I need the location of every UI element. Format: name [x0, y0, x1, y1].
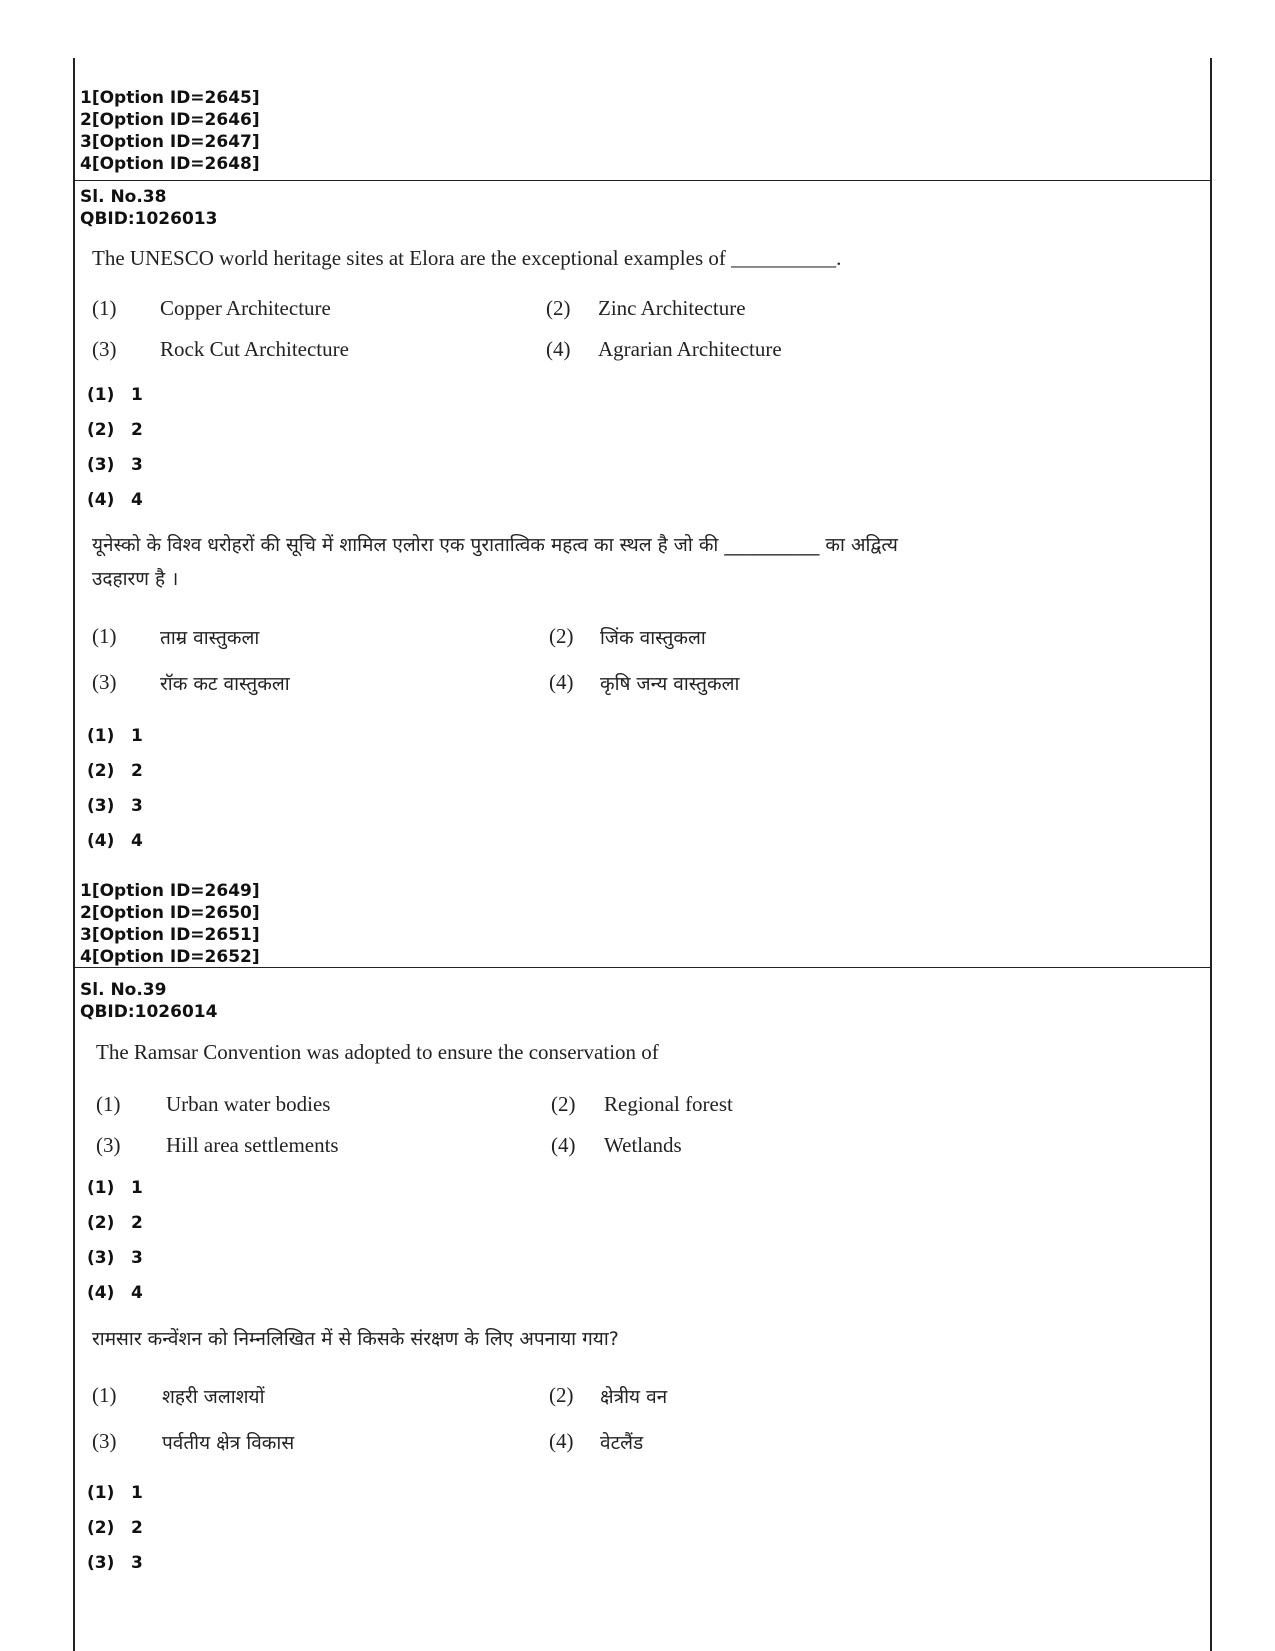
qbid: QBID:1026014: [80, 1002, 218, 1022]
answer-choice: (1) 1: [87, 726, 143, 746]
answer-choice: (3) 3: [87, 1553, 143, 1573]
option-number: (3): [92, 337, 117, 361]
answer-choice: (1) 1: [87, 1483, 143, 1503]
option-text: रॉक कट वास्तुकला: [160, 673, 290, 695]
option-text: Rock Cut Architecture: [160, 337, 349, 361]
option-number: (4): [549, 670, 574, 694]
answer-choice: (3) 3: [87, 1248, 143, 1268]
option-number: (2): [551, 1092, 576, 1116]
option-text: ताम्र वास्तुकला: [160, 627, 260, 649]
option-text: जिंक वास्तुकला: [600, 627, 706, 649]
answer-choice: (3) 3: [87, 796, 143, 816]
option-number: (4): [546, 337, 571, 361]
option-text: क्षेत्रीय वन: [600, 1386, 668, 1408]
option-text: Copper Architecture: [160, 296, 331, 320]
option-id-line: 3[Option ID=2647]: [80, 132, 260, 152]
separator-line: [73, 180, 1212, 181]
answer-choice: (4) 4: [87, 490, 143, 510]
option-id-line: 3[Option ID=2651]: [80, 925, 260, 945]
option-text: Regional forest: [604, 1092, 733, 1116]
option-number: (1): [92, 624, 117, 648]
option-text: Zinc Architecture: [598, 296, 746, 320]
option-number: (3): [92, 1429, 117, 1453]
answer-choice: (1) 1: [87, 1178, 143, 1198]
serial-number: Sl. No.39: [80, 980, 167, 1000]
question-stem-hi: यूनेस्को के विश्व धरोहरों की सूचि में शामिल एलोरा एक पुरातात्विक महत्व का स्थल है जो की __________ का अद्वित्य: [92, 534, 898, 556]
option-number: (1): [92, 296, 117, 320]
serial-number: Sl. No.38: [80, 187, 167, 207]
option-number: (1): [92, 1383, 117, 1407]
answer-choice: (2) 2: [87, 1518, 143, 1538]
option-id-line: 1[Option ID=2645]: [80, 88, 260, 108]
answer-choice: (1) 1: [87, 385, 143, 405]
option-id-line: 4[Option ID=2652]: [80, 947, 260, 967]
answer-choice: (2) 2: [87, 1213, 143, 1233]
option-number: (2): [546, 296, 571, 320]
qbid: QBID:1026013: [80, 209, 218, 229]
option-id-line: 2[Option ID=2650]: [80, 903, 260, 923]
option-number: (2): [549, 624, 574, 648]
option-id-line: 4[Option ID=2648]: [80, 154, 260, 174]
option-text: Hill area settlements: [166, 1133, 339, 1157]
option-text: वेटलैंड: [600, 1432, 644, 1454]
question-stem-hi: रामसार कन्वेंशन को निम्नलिखित में से किसके संरक्षण के लिए अपनाया गया?: [92, 1328, 619, 1350]
question-stem-en: The UNESCO world heritage sites at Elora are the exceptional examples of __________.: [92, 246, 842, 270]
answer-choice: (2) 2: [87, 420, 143, 440]
option-text: Agrarian Architecture: [598, 337, 782, 361]
option-id-line: 1[Option ID=2649]: [80, 881, 260, 901]
option-number: (4): [551, 1133, 576, 1157]
option-number: (2): [549, 1383, 574, 1407]
option-id-line: 2[Option ID=2646]: [80, 110, 260, 130]
answer-choice: (4) 4: [87, 1283, 143, 1303]
answer-choice: (2) 2: [87, 761, 143, 781]
answer-choice: (3) 3: [87, 455, 143, 475]
option-text: शहरी जलाशयों: [162, 1386, 265, 1408]
option-number: (3): [92, 670, 117, 694]
option-number: (3): [96, 1133, 121, 1157]
question-stem-en: The Ramsar Convention was adopted to ensure the conservation of: [96, 1040, 659, 1064]
question-stem-hi: उदहारण है ।: [92, 568, 179, 590]
option-number: (4): [549, 1429, 574, 1453]
option-text: कृषि जन्य वास्तुकला: [600, 673, 740, 695]
option-number: (1): [96, 1092, 121, 1116]
option-text: Wetlands: [604, 1133, 682, 1157]
option-text: Urban water bodies: [166, 1092, 331, 1116]
option-text: पर्वतीय क्षेत्र विकास: [162, 1432, 295, 1454]
answer-choice: (4) 4: [87, 831, 143, 851]
